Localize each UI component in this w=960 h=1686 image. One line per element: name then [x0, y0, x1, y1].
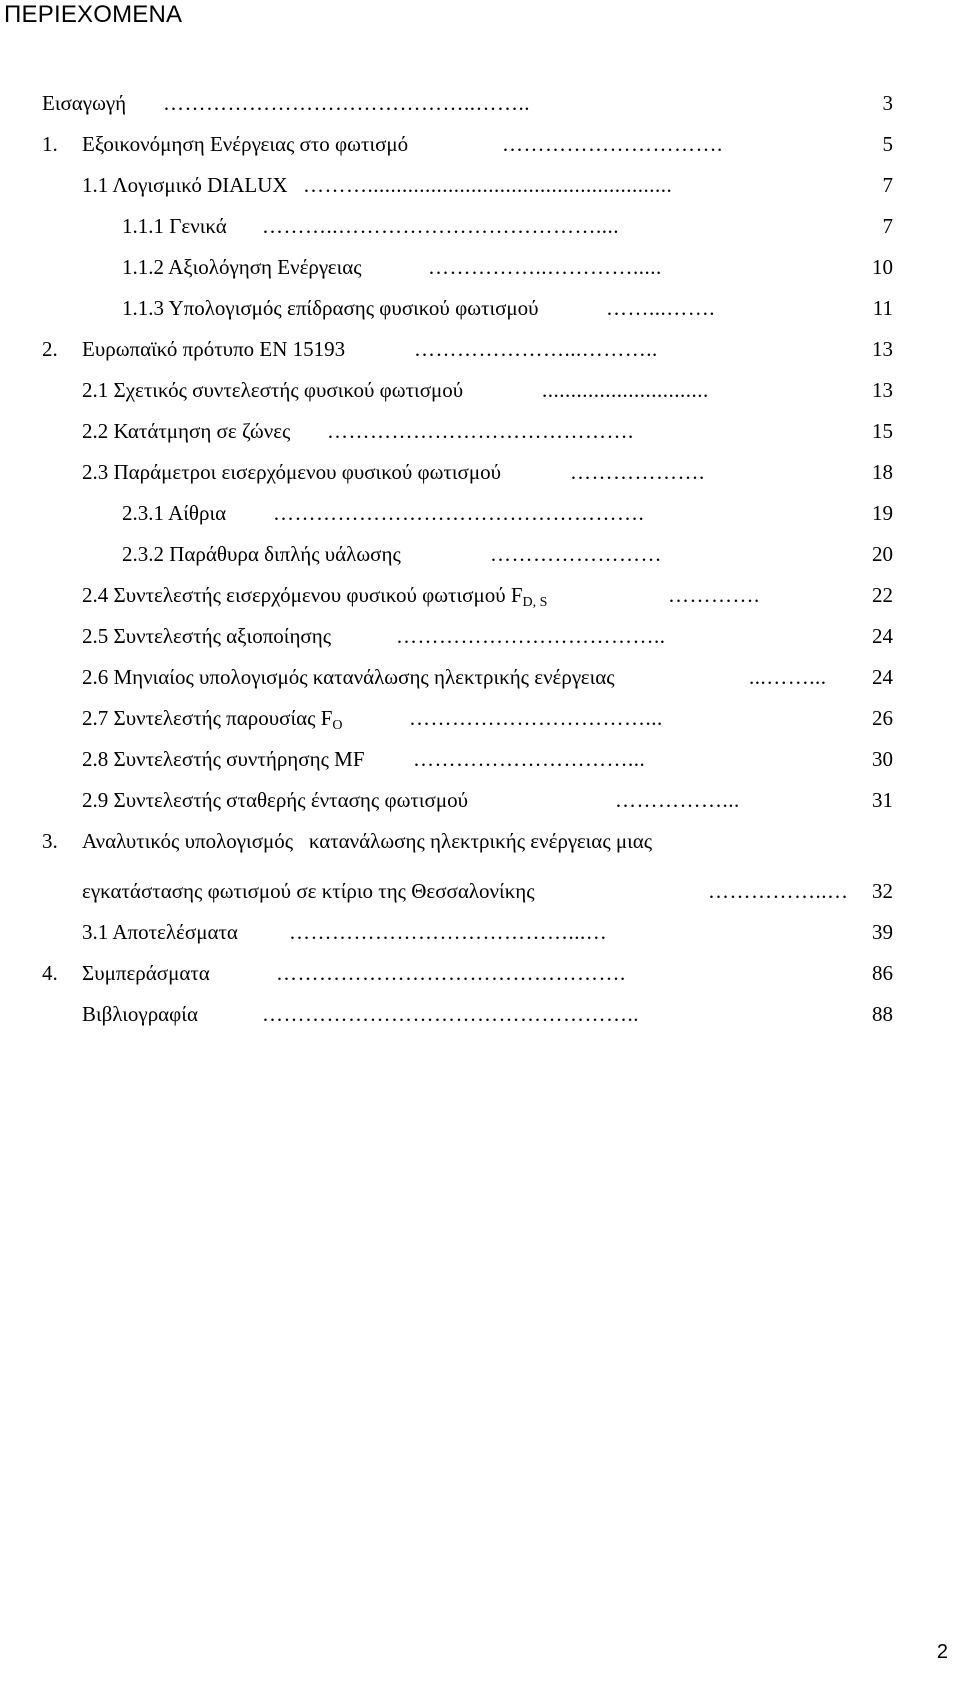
toc-entry-chapter-2[interactable] [0, 334, 900, 364]
toc-entry-title: Συμπεράσματα [82, 961, 210, 985]
toc-entry-title: 2.3 Παράμετροι εισερχόμενου φυσικού φωτισμού [82, 460, 501, 484]
toc-leader: …………………… [490, 542, 662, 566]
toc-entry-title: 1.1.2 Αξιολόγηση Ενέργειας [122, 255, 362, 279]
toc-entry-chapter-1[interactable] [0, 129, 900, 159]
toc-entry-1-1-1[interactable] [0, 211, 900, 241]
toc-entry-2-7[interactable] [0, 703, 900, 733]
toc-entry-2-3[interactable] [0, 457, 900, 487]
toc-page-number: 24 [872, 665, 893, 689]
toc-leader: ……………………………………..…….. [163, 91, 530, 115]
toc-leader: …………………………………………….. [262, 1002, 639, 1026]
toc-leader: ……………………………….. [396, 624, 666, 648]
toc-leader: …………………...……….. [414, 337, 658, 361]
toc-entry-number: 4. [42, 961, 58, 985]
toc-entry-2-8[interactable] [0, 744, 900, 774]
toc-leader: ……………..…………..... [428, 255, 662, 279]
toc-leader: ………………. [570, 460, 705, 484]
toc-leader: …………. [668, 583, 760, 607]
toc-entry-number: 3. [42, 829, 58, 853]
toc-entry-title: 3.1 Αποτελέσματα [82, 920, 238, 944]
toc-leader: …………………………... [413, 747, 646, 771]
toc-page-number: 18 [872, 460, 893, 484]
toc-leader: …………………………. [502, 132, 723, 156]
toc-entry-title: Ευρωπαϊκό πρότυπο ΕΝ 15193 [82, 337, 346, 361]
toc-entry-number: 1. [42, 132, 58, 156]
toc-entry-chapter-3-continued[interactable] [0, 876, 900, 906]
toc-leader: …………………………………………. [276, 961, 626, 985]
toc-entry-bibliography[interactable] [0, 999, 900, 1029]
toc-entry-2-1[interactable] [0, 375, 900, 405]
toc-page-number: 20 [872, 542, 893, 566]
toc-entry-2-9[interactable] [0, 785, 900, 815]
toc-entry-title: 1.1.3 Υπολογισμός επίδρασης φυσικού φωτισμού [122, 296, 539, 320]
toc-page-number: 88 [872, 1002, 893, 1026]
toc-entry-2-3-2[interactable] [0, 539, 900, 569]
toc-entry-title: 1.1.1 Γενικά [122, 214, 227, 238]
toc-leader: ……...……. [606, 296, 715, 320]
toc-page-number: 24 [872, 624, 893, 648]
toc-entry-introduction[interactable] [0, 88, 900, 118]
toc-page-number: 19 [872, 501, 893, 525]
toc-page-number: 86 [872, 961, 893, 985]
toc-entry-number: 2. [42, 337, 58, 361]
toc-page-number: 10 [872, 255, 893, 279]
toc-leader: …………………………………...… [289, 920, 608, 944]
toc-entry-2-3-1[interactable] [0, 498, 900, 528]
toc-entry-1-1-2[interactable] [0, 252, 900, 282]
toc-page-number: 15 [872, 419, 893, 443]
toc-entry-title [82, 580, 547, 618]
toc-entry-title: 2.2 Κατάτμηση σε ζώνες [82, 419, 291, 443]
toc-entry-title: 1.1 Λογισμικό DIALUX [82, 173, 288, 197]
toc-leader: ……………………………………………. [273, 501, 645, 525]
toc-page-number: 13 [872, 337, 893, 361]
toc-entry-title: Βιβλιογραφία [82, 1002, 198, 1026]
toc-entry-title: 2.9 Συντελεστής σταθερής έντασης φωτισμού [82, 788, 468, 812]
toc-leader: ……………..… [708, 879, 849, 903]
toc-entry-title: 2.8 Συντελεστής συντήρησης MF [82, 747, 365, 771]
toc-page-number: 32 [872, 879, 893, 903]
toc-heading: ΠΕΡΙΕΧΟΜΕΝΑ [4, 1, 183, 28]
toc-leader: ……………... [615, 788, 740, 812]
toc-page-number: 30 [872, 747, 893, 771]
toc-entry-title: Εισαγωγή [42, 91, 127, 115]
toc-leader: ...……... [749, 665, 827, 689]
toc-page-number: 26 [872, 706, 893, 730]
toc-page-number: 7 [882, 173, 893, 197]
toc-entry-2-5[interactable] [0, 621, 900, 651]
toc-entry-2-2[interactable] [0, 416, 900, 446]
toc-entry-title: 2.3.2 Παράθυρα διπλής υάλωσης [122, 542, 401, 566]
toc-entry-title-text: 2.4 Συντελεστής εισερχόμενου φυσικού φωτισμού F [82, 583, 523, 607]
toc-entry-title [82, 703, 343, 741]
toc-page-number: 7 [882, 214, 893, 238]
page-number: 2 [936, 1641, 948, 1663]
toc-entry-subscript: O [332, 718, 343, 733]
toc-entry-title: 2.3.1 Αίθρια [122, 501, 227, 525]
toc-entry-title: Εξοικονόμηση Ενέργειας στο φωτισμό [82, 132, 409, 156]
toc-entry-title-text: 2.7 Συντελεστής παρουσίας F [82, 706, 333, 730]
toc-entry-2-6[interactable] [0, 662, 900, 692]
toc-leader: ……………………………………. [327, 419, 634, 443]
toc-entry-3-1[interactable] [0, 917, 900, 947]
toc-entry-2-4[interactable] [0, 580, 900, 610]
toc-leader: ………..……………………………….... [262, 214, 619, 238]
toc-entry-title: 2.5 Συντελεστής αξιοποίησης [82, 624, 332, 648]
toc-page-number: 22 [872, 583, 893, 607]
toc-page-number: 13 [872, 378, 893, 402]
toc-page-number: 39 [872, 920, 893, 944]
toc-page-number: 31 [872, 788, 893, 812]
toc-page-number: 3 [882, 91, 893, 115]
toc-entry-title: εγκατάστασης φωτισμού σε κτίριο της Θεσσαλονίκης [82, 879, 535, 903]
toc-entry-chapter-4[interactable] [0, 958, 900, 988]
toc-entry-subscript: D, S [522, 595, 548, 610]
toc-page-number: 11 [872, 296, 893, 320]
toc-leader: ……………………………... [409, 706, 663, 730]
toc-entry-1-1[interactable] [0, 170, 900, 200]
toc-entry-1-1-3[interactable] [0, 293, 900, 323]
toc-leader: ............................. [542, 378, 709, 402]
toc-entry-title: 2.6 Μηνιαίος υπολογισμός κατανάλωσης ηλεκτρικής ενέργειας [82, 665, 615, 689]
toc-entry-title: 2.1 Σχετικός συντελεστής φυσικού φωτισμού [82, 378, 464, 402]
toc-entry-chapter-3[interactable] [0, 826, 900, 856]
toc-entry-title: Αναλυτικός υπολογισμός κατανάλωσης ηλεκτρικής ενέργειας μιας [82, 829, 653, 853]
toc-page-number: 5 [882, 132, 893, 156]
toc-leader: ………..................................................... [303, 173, 673, 197]
